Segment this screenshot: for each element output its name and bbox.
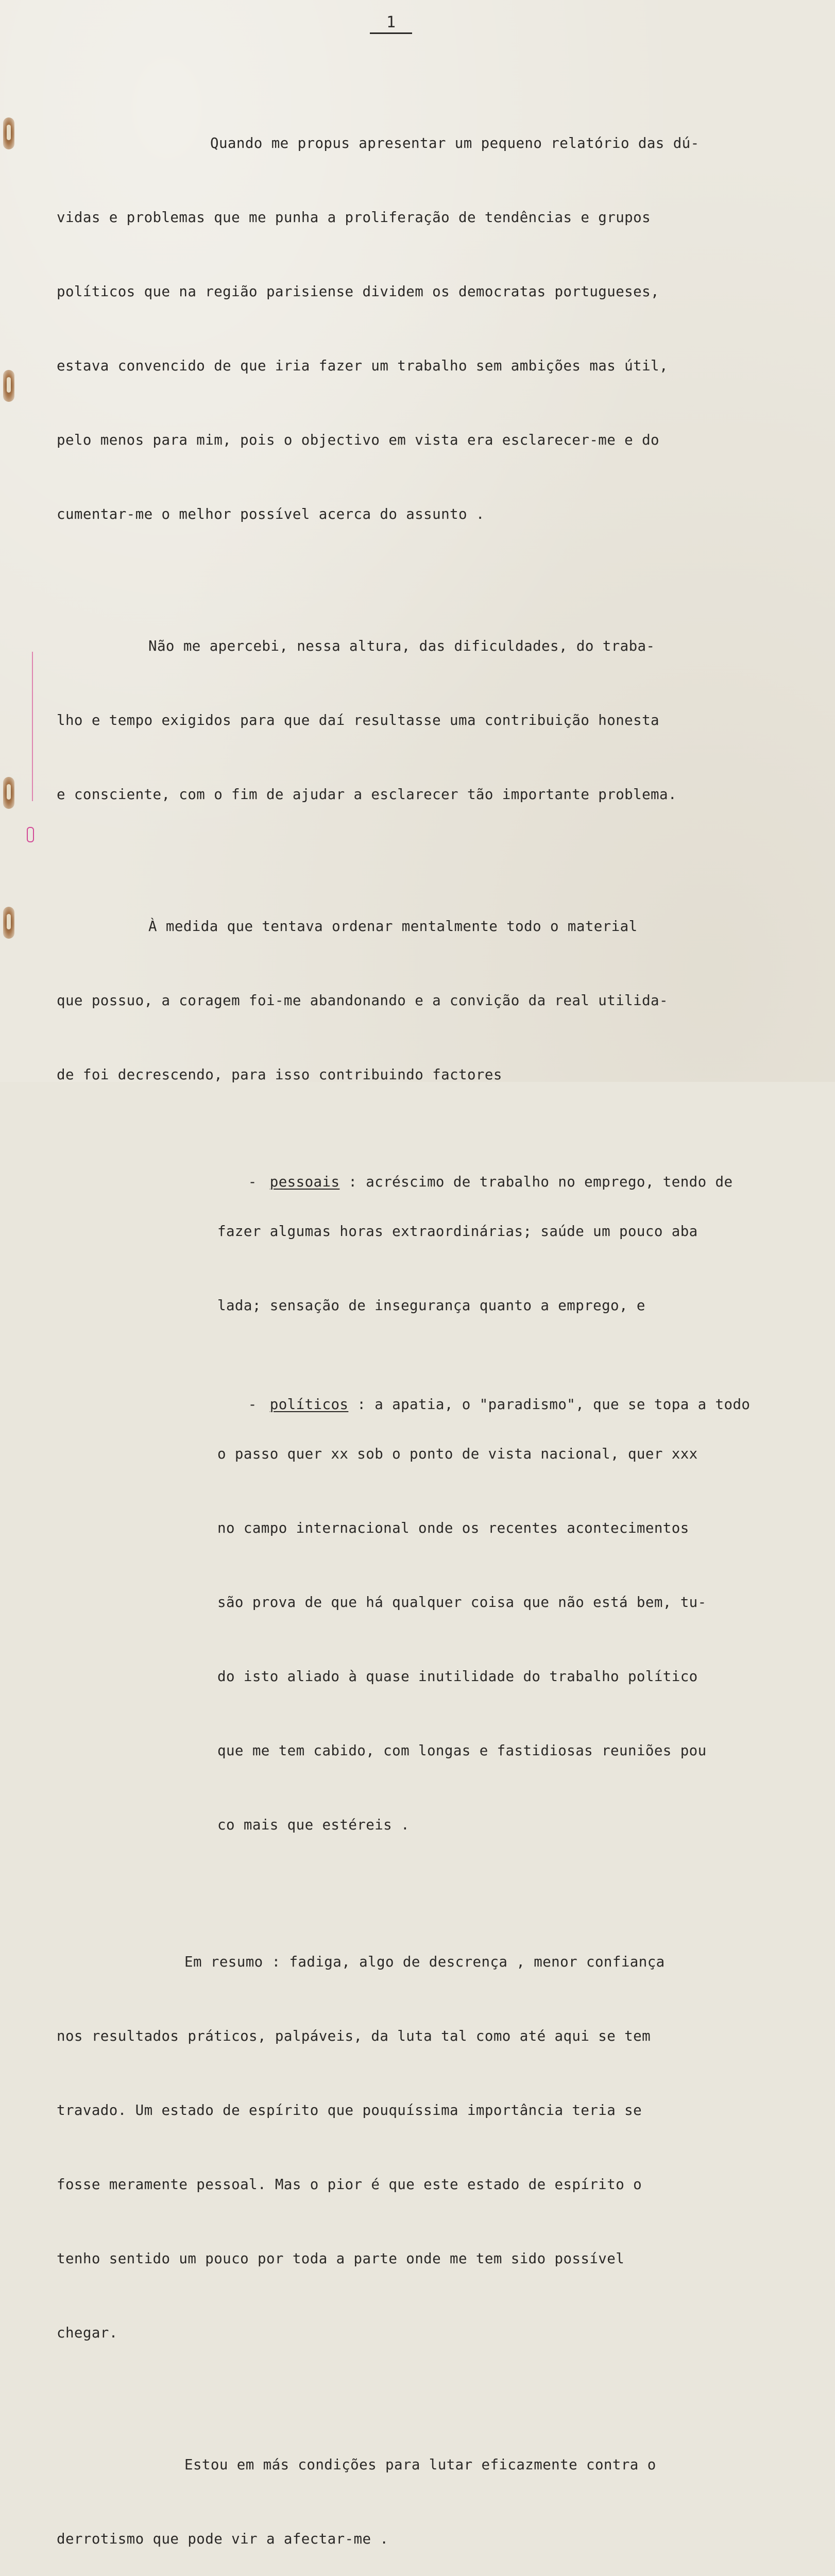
text-line: Quando me propus apresentar um pequeno relatório das dú- <box>210 135 700 151</box>
list-term: políticos <box>269 1396 349 1413</box>
text-line: Em resumo : fadiga, algo de descrença , menor confiança <box>184 1954 665 1970</box>
text-line: lada; sensação de insegurança quanto a emprego, e <box>217 1297 645 1314</box>
text-line: fazer algumas horas extraordinárias; saúde um pouco aba <box>217 1223 698 1240</box>
spacer <box>57 1887 814 1900</box>
text-line: cumentar-me o melhor possível acerca do assunto . <box>57 506 485 522</box>
list-item-politicos <box>196 1367 814 1887</box>
margin-pencil-mark <box>27 827 34 842</box>
text-line: o passo quer xx sob o ponto de vista nacional, quer xxx <box>217 1446 698 1462</box>
text-line: Não me apercebi, nessa altura, das dificuldades, do traba- <box>148 638 655 654</box>
text-line: derrotismo que pode vir a afectar-me . <box>57 2531 389 2547</box>
text-line: no campo internacional onde os recentes acontecimentos <box>217 1520 689 1536</box>
text-line: nos resultados práticos, palpáveis, da luta tal como até aqui se tem <box>57 2028 651 2044</box>
text-line: À medida que tentava ordenar mentalmente todo o material <box>148 918 638 935</box>
text-line: estava convencido de que iria fazer um trabalho sem ambições mas útil, <box>57 358 668 374</box>
list-dash: - <box>248 1396 257 1413</box>
paragraph-3 <box>57 865 814 1137</box>
binding-hole-1 <box>3 117 14 149</box>
margin-pencil-line <box>32 652 33 801</box>
document-body <box>57 81 814 2576</box>
text-line: travado. Um estado de espírito que pouquíssima importância teria se <box>57 2102 642 2119</box>
paragraph-5 <box>57 2403 814 2576</box>
text-line: co mais que estéreis . <box>217 1817 410 1833</box>
text-line: políticos que na região parisiense dividem os democratas portugueses, <box>57 283 659 300</box>
text-line: lho e tempo exigidos para que daí resultasse uma contribuição honesta <box>57 712 659 728</box>
list-text: : a apatia, o "paradismo", que se topa a todo <box>348 1396 751 1413</box>
list-text: : acréscimo de trabalho no emprego, tendo de <box>339 1174 733 1190</box>
text-line: fosse meramente pessoal. Mas o pior é que este estado de espírito o <box>57 2176 642 2193</box>
text-line: pelo menos para mim, pois o objectivo em vista era esclarecer-me e do <box>57 432 659 448</box>
text-line: de foi decrescendo, para isso contribuindo factores <box>57 1066 502 1083</box>
binding-hole-2 <box>3 370 14 402</box>
text-line: tenho sentido um pouco por toda a parte onde me tem sido possível <box>57 2250 625 2267</box>
paragraph-4 <box>57 1900 814 2395</box>
text-line: vidas e problemas que me punha a proliferação de tendências e grupos <box>57 209 651 226</box>
text-line: são prova de que há qualquer coisa que não está bem, tu- <box>217 1594 707 1611</box>
paragraph-2 <box>57 584 814 856</box>
text-line: Estou em más condições para lutar eficazmente contra o <box>184 2456 656 2473</box>
text-line: que possuo, a coragem foi-me abandonando e a convição da real utilida- <box>57 992 668 1009</box>
paragraph-1 <box>57 81 814 576</box>
list-dash: - <box>248 1174 257 1190</box>
text-line: chegar. <box>57 2325 118 2341</box>
list-item-pessoais <box>196 1145 814 1367</box>
page-number: 1 <box>370 13 412 34</box>
binding-hole-3 <box>3 777 14 809</box>
text-line: que me tem cabido, com longas e fastidiosas reuniões pou <box>217 1742 707 1759</box>
binding-hole-4 <box>3 907 14 939</box>
text-line: e consciente, com o fim de ajudar a esclarecer tão importante problema. <box>57 786 677 803</box>
text-line: do isto aliado à quase inutilidade do trabalho político <box>217 1668 698 1685</box>
list-term: pessoais <box>269 1174 340 1190</box>
